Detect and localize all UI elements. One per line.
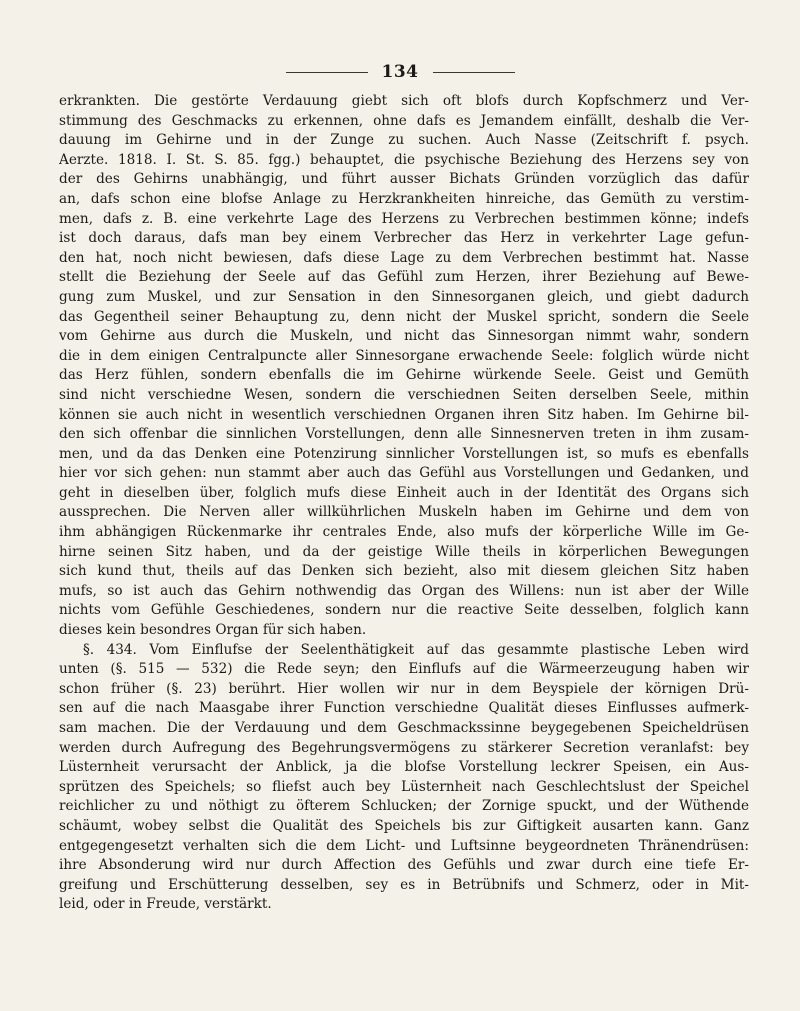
text-line: an, dafs schon eine blofse Anlage zu Herzkrankheiten hinreiche, das Gemüth zu verstim- [59,190,749,207]
text-line: hier vor sich gehen: nun stammt aber auch das Gefühl aus Vorstellungen und Gedanken, und [59,465,749,482]
text-line: können sie auch nicht in wesentlich verschiednen Organen ihren Sitz haben. Im Gehirne bil- [59,406,749,423]
text-line: sprützen des Speichels; so fliefst auch bey Lüsternheit nach Geschlechtslust der Speichel [59,778,749,795]
page-number: 134 [381,62,419,82]
text-line: entgegengesetzt verhalten sich die dem Licht- und Luftsinne beygeordneten Thränendrüsen: [59,837,749,854]
text-line: mufs, so ist auch das Gehirn nothwendig das Organ des Willens: nun ist aber der Wille [59,582,749,599]
text-line: stimmung des Geschmacks zu erkennen, ohne dafs es Jemandem einfällt, deshalb die Ver- [59,112,749,129]
text-line: unten (§. 515 — 532) die Rede seyn; den Einflufs auf die Wärmeerzeugung haben wir [59,661,749,678]
text-line: ihm abhängigen Rückenmarke ihr centrales Ende, also mufs der körperliche Wille im Ge- [59,524,749,541]
text-line: sam machen. Die der Verdauung und dem Geschmackssinne beygegebenen Speicheldrüsen [59,720,749,736]
text-line: aussprechen. Die Nerven aller willkührlichen Muskeln haben im Gehirne und dem von [59,504,749,521]
text-line: gung zum Muskel, und zur Sensation in den Sinnesorganen gleich, und giebt dadurch [59,288,749,305]
text-line: men, und da das Denken eine Potenzirung sinnlicher Vorstellungen ist, so mufs es ebenfalls [59,445,749,462]
page-header [0,62,800,82]
text-line: vom Gehirne aus durch die Muskeln, und nicht das Sinnesorgan nimmt wahr, sondern [59,328,749,345]
text-line: dauung im Gehirne und in der Zunge zu suchen. Auch Nasse (Zeitschrift f. psych. [59,132,749,149]
text-line: hirne seinen Sitz haben, und da der geistige Wille theils in körperlichen Bewegungen [59,543,749,560]
text-line: dieses kein besondres Organ für sich haben. [59,622,367,639]
text-line: men, dafs z. B. eine verkehrte Lage des Herzens zu Verbrechen bestimmen könne; indefs [59,210,749,227]
text-line: der des Gehirns unabhängig, und führt ausser Bichats Gründen vorzüglich das dafür [59,171,749,188]
text-line: geht in dieselben über, folglich mufs diese Einheit auch in der Identität des Organs sich [59,484,749,501]
text-line: werden durch Aufregung des Begehrungsvermögens zu stärkerer Secretion veranlafst: bey [59,739,749,756]
text-line: Lüsternheit verursacht der Anblick, ja die blofse Vorstellung leckrer Speisen, ein Aus- [59,759,749,776]
text-line: stellt die Beziehung der Seele auf das Gefühl zum Herzen, ihrer Beziehung auf Bewe- [59,269,749,286]
text-line: nichts vom Gefühle Geschiedenes, sondern nur die reactive Seite desselben, folglich kann [59,602,749,619]
text-line: schon früher (§. 23) berührt. Hier wollen wir nur in dem Beyspiele der körnigen Drü- [59,680,749,697]
text-line: sen auf die nach Maasgabe ihrer Function verschiedne Qualität dieses Einflusses aufmerk- [59,700,749,717]
text-line: reichlicher zu und nöthigt zu öfterem Schlucken; der Zornige spuckt, und der Wüthende [59,798,749,815]
text-line: das Gegentheil seiner Behauptung zu, denn nicht der Muskel spricht, sondern die Seele [59,308,749,325]
text-line: sich kund thut, theils auf das Denken sich bezieht, also mit diesem gleichen Sitz haben [59,563,749,580]
text-line: erkrankten. Die gestörte Verdauung giebt sich oft blofs durch Kopfschmerz und Ver- [59,93,749,109]
text-line: ist doch daraus, dafs man bey einem Verbrecher das Herz in verkehrter Lage gefun- [59,230,749,247]
text-line: sind nicht verschiedne Wesen, sondern die verschiednen Seiten derselben Seele, mithin [59,386,749,403]
text-line: §. 434. Vom Einflufse der Seelenthätigkeit auf das gesammte plastische Leben wird [83,641,749,658]
text-line: leid, oder in Freude, verstärkt. [59,896,272,913]
text-line: den sich offenbar die sinnlichen Vorstellungen, denn alle Sinnesnerven treten in ihm zusam- [59,426,749,443]
text-line: Aerzte. 1818. I. St. S. 85. fgg.) behauptet, die psychische Beziehung des Herzens sey von [59,151,749,168]
body-text [59,92,749,915]
header-rule-left [286,72,368,73]
text-line: das Herz fühlen, sondern ebenfalls die im Gehirne würkende Seele. Geist und Gemüth [59,367,749,384]
text-line: die in dem einigen Centralpuncte aller Sinnesorgane erwachende Seele: folglich würde nicht [59,347,749,364]
text-line: ihre Absonderung wird nur durch Affection des Gefühls und zwar durch eine tiefe Er- [59,857,749,874]
header-rule-right [433,72,515,73]
text-line: schäumt, wobey selbst die Qualität des Speichels bis zur Giftigkeit ausarten kann. Ganz [59,817,749,834]
text-line: greifung und Erschütterung desselben, sey es in Betrübnifs und Schmerz, oder in Mit- [59,876,749,893]
text-line: den hat, noch nicht bewiesen, dafs diese Lage zu dem Verbrechen bestimmt hat. Nasse [59,249,749,266]
